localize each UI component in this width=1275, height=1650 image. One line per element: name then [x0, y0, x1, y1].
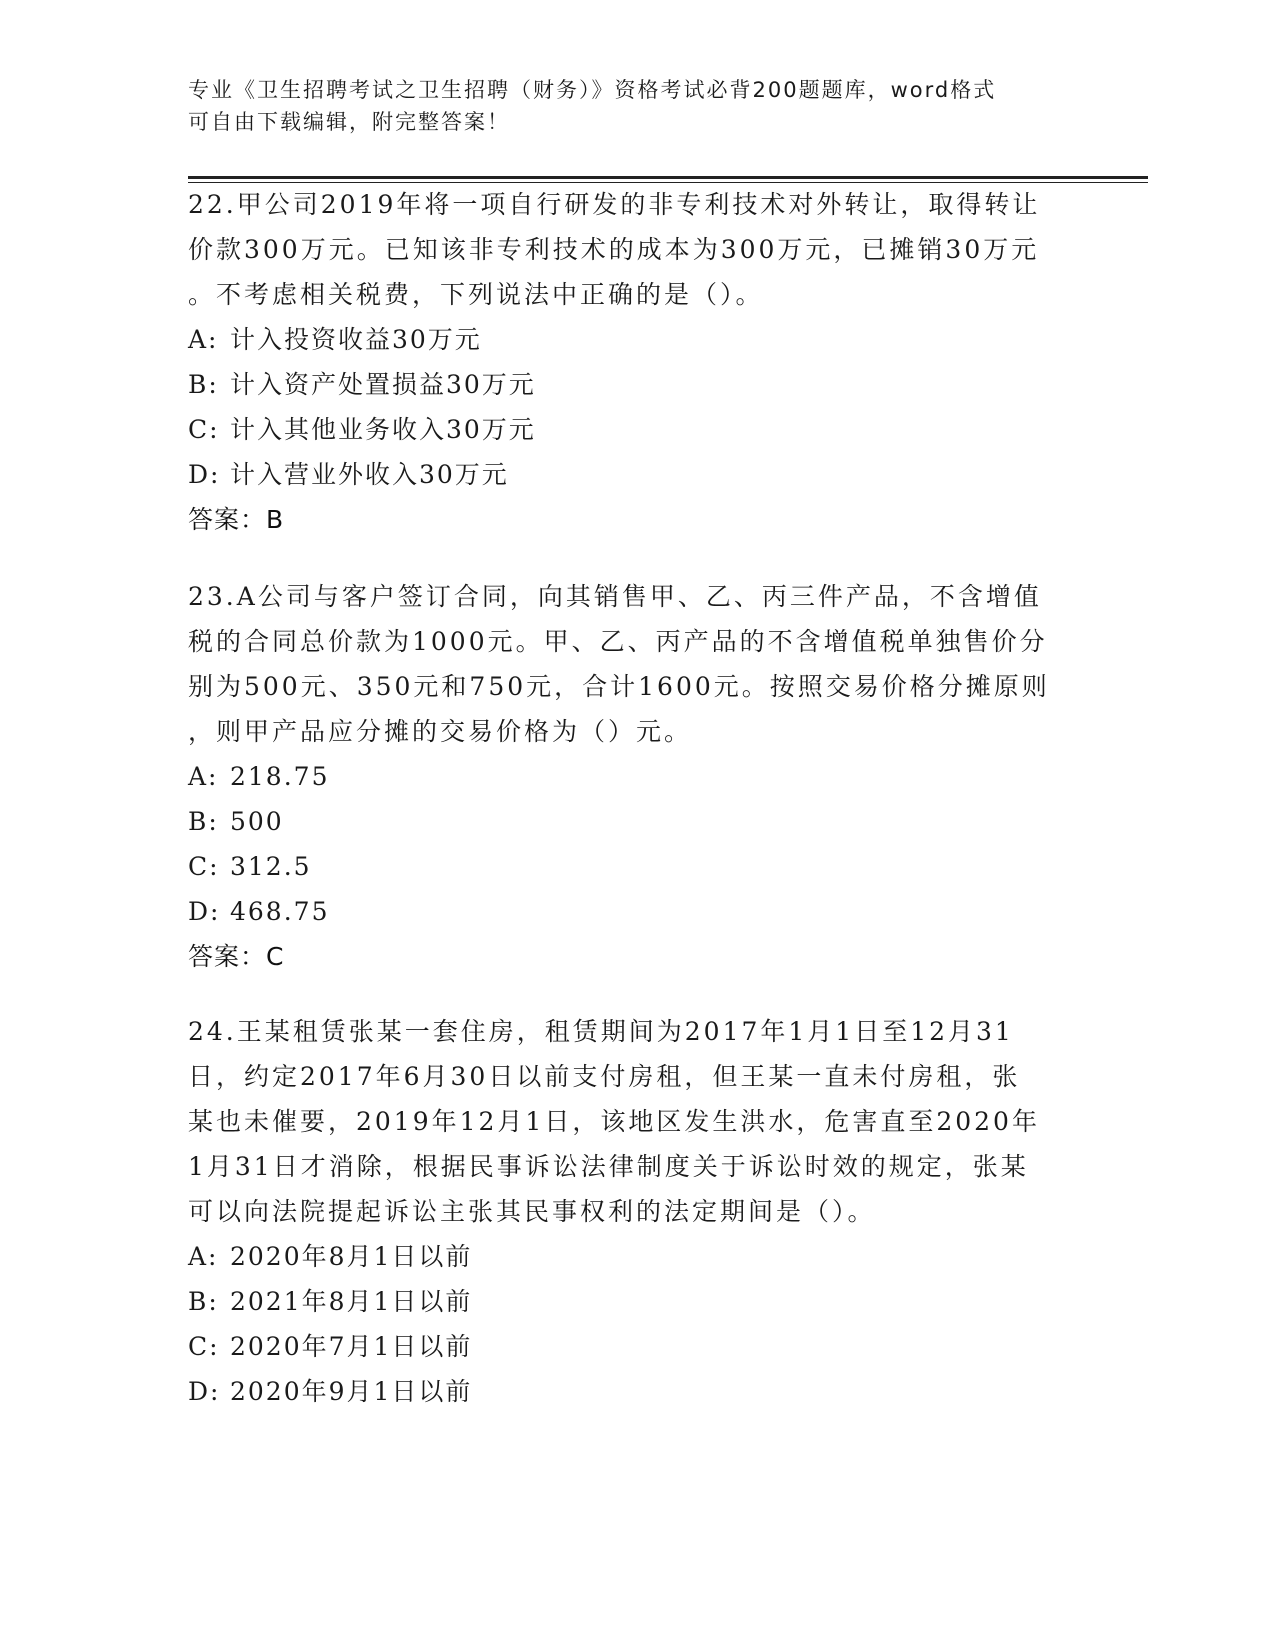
option-text: 计入营业外收入30万元 [230, 460, 509, 489]
option-label: D: [188, 460, 221, 489]
header-line-2: 可自由下载编辑，附完整答案！ [188, 110, 510, 134]
question-24 [188, 1009, 1088, 1414]
answer-text: 答案：C [188, 942, 285, 971]
answer-text: 答案：B [188, 505, 285, 534]
question-text: 22.甲公司2019年将一项自行研发的非专利技术对外转让，取得转让 价款300万元。已知该非专利技术的成本为300万元，已摊销30万元 。不考虑相关税费，下列说法中正确的是（）。 [188, 190, 1041, 309]
option-label: A: [188, 325, 219, 354]
option-d [188, 452, 1088, 497]
option-a [188, 1234, 1088, 1279]
option-c [188, 1324, 1088, 1369]
option-label: B: [188, 807, 219, 836]
option-label: C: [188, 852, 220, 881]
option-text: 计入投资收益30万元 [230, 325, 482, 354]
option-b [188, 362, 1088, 407]
option-d [188, 889, 1088, 934]
header-divider-thick [188, 176, 1148, 179]
option-label: D: [188, 897, 221, 926]
question-text: 23.A公司与客户签订合同，向其销售甲、乙、丙三件产品，不含增值 税的合同总价款为1000元。甲、乙、丙产品的不含增值税单独售价分 别为500元、350元和750元，合计1600元。按照交易价格分摊原则 ，则甲产品应分摊的交易价格为（）元。 [188, 582, 1050, 746]
option-c [188, 407, 1088, 452]
option-text: 计入资产处置损益30万元 [230, 370, 536, 399]
option-text: 312.5 [230, 852, 312, 881]
option-text: 218.75 [230, 762, 330, 791]
option-text: 计入其他业务收入30万元 [230, 415, 536, 444]
option-label: A: [188, 762, 219, 791]
option-label: A: [188, 1242, 219, 1271]
option-label: C: [188, 415, 220, 444]
option-d [188, 1369, 1088, 1414]
option-text: 468.75 [230, 897, 330, 926]
question-22 [188, 182, 1088, 542]
option-text: 2020年7月1日以前 [230, 1332, 473, 1361]
option-b [188, 799, 1088, 844]
option-a [188, 754, 1088, 799]
option-text: 500 [230, 807, 284, 836]
option-a [188, 317, 1088, 362]
option-b [188, 1279, 1088, 1324]
option-text: 2020年8月1日以前 [230, 1242, 473, 1271]
option-label: D: [188, 1377, 221, 1406]
header-line-1: 专业《卫生招聘考试之卫生招聘（财务）》资格考试必背200题题库，word格式 [188, 78, 997, 102]
option-label: B: [188, 1287, 219, 1316]
option-label: C: [188, 1332, 220, 1361]
question-text: 24.王某租赁张某一套住房，租赁期间为2017年1月1日至12月31 日，约定2017年6月30日以前支付房租，但王某一直未付房租，张 某也未催要，2019年12月1日，该地区发生洪水，危害直至2020年 1月31日才消除，根据民事诉讼法律制度关于诉讼时效的规定，张某 可以向法院提起诉讼主张其民事权利的法定期间是（）。 [188, 1017, 1040, 1226]
option-c [188, 844, 1088, 889]
option-text: 2020年9月1日以前 [230, 1377, 473, 1406]
option-label: B: [188, 370, 219, 399]
document-header [188, 74, 1088, 138]
question-23 [188, 574, 1088, 979]
option-text: 2021年8月1日以前 [230, 1287, 473, 1316]
